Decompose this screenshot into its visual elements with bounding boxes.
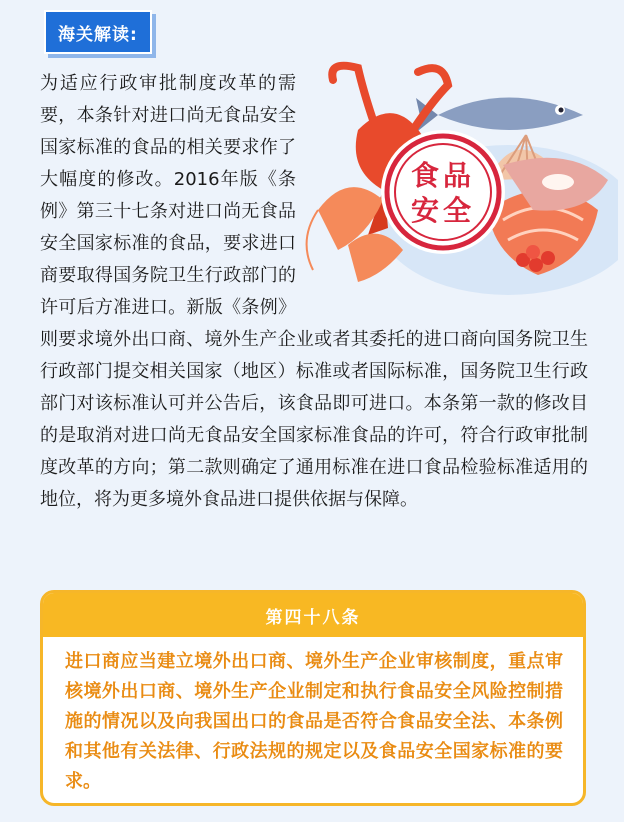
article-box	[40, 590, 586, 806]
article-title: 第四十八条	[43, 593, 583, 637]
interpretation-body	[40, 68, 588, 516]
article-text: 进口商应当建立境外出口商、境外生产企业审核制度，重点审核境外出口商、境外生产企业制定和执行食品安全风险控制措施的情况以及向我国出口的食品是否符合食品安全法、本条例和其他有关法律、行政法规的规定以及食品安全国家标准的要求。	[65, 651, 563, 792]
section-heading-tag: 海关解读:	[44, 10, 152, 54]
badge-text-line2: 安全	[410, 194, 476, 227]
badge-text-line1: 食品	[410, 159, 476, 192]
illustration-spacer	[296, 68, 588, 320]
interpretation-paragraph: 为适应行政审批制度改革的需要，本条针对进口尚无食品安全国家标准的食品的相关要求作了大幅度的修改。2016年版《条例》第三十七条对进口尚无食品安全国家标准的食品，要求进口商要取得国务院卫生行政部门的许可后方准进口。新版《条例》则要求境外出口商、境外生产企业或者其委托的进口商向国务院卫生行政部门提交相关国家（地区）标准或者国际标准，国务院卫生行政部门对该标准认可并公告后，该食品即可进口。本条第一款的修改目的是取消对进口尚无食品安全国家标准食品的许可，符合行政审批制度改革的方向；第二款则确定了通用标准在进口食品检验标准适用的地位，将为更多境外食品进口提供依据与保障。	[40, 73, 588, 510]
